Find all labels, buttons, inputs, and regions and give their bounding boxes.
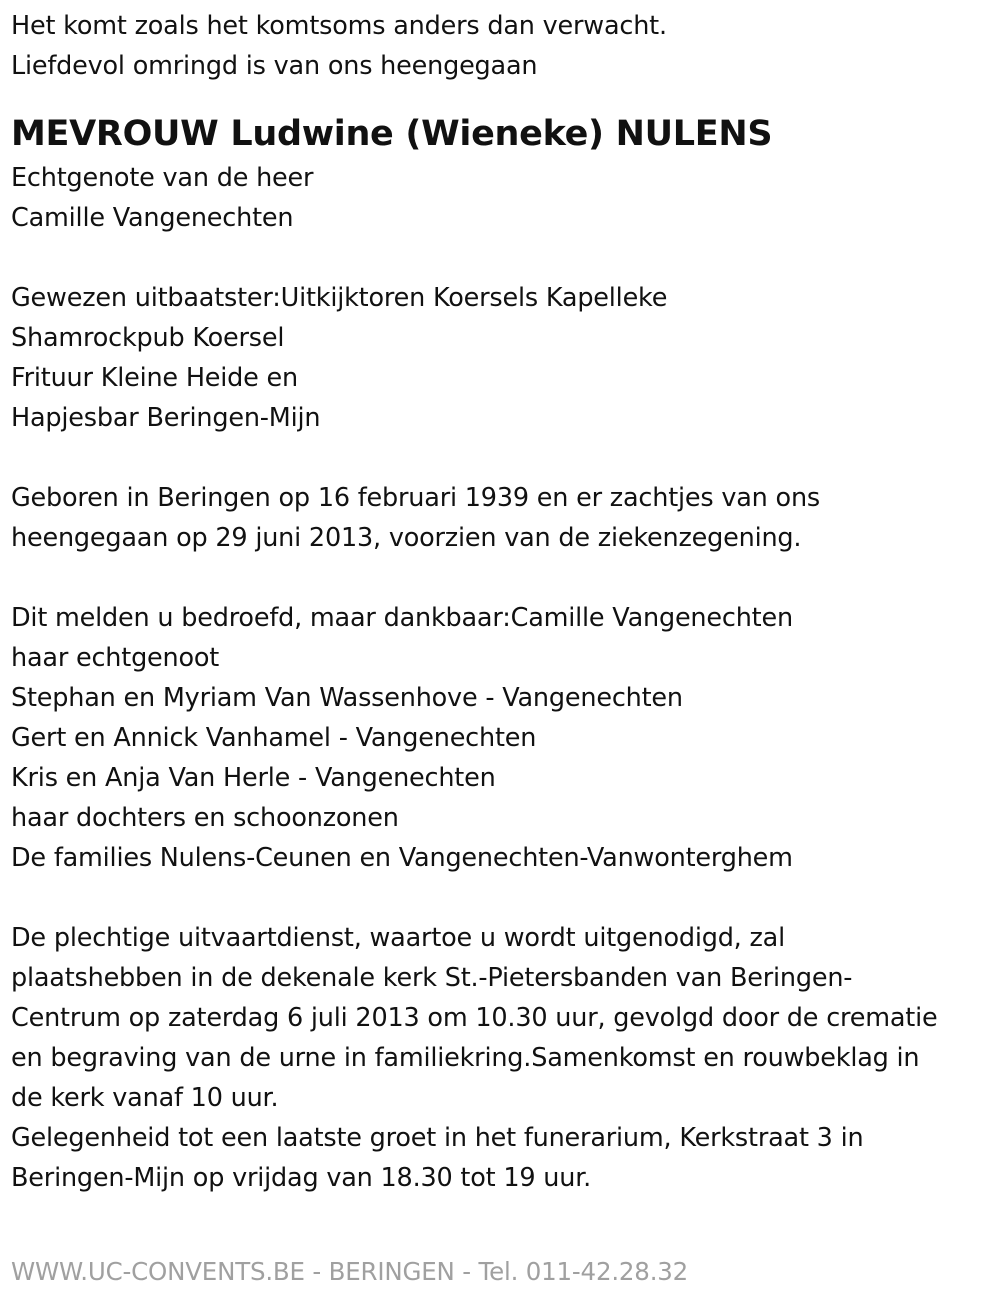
funeral-line-6: Gelegenheid tot een laatste groet in het funerarium, Kerkstraat 3 in <box>11 1123 864 1153</box>
funeral-line-7: Beringen-Mijn op vrijdag van 18.30 tot 19 uur. <box>11 1163 592 1193</box>
deceased-name: MEVROUW Ludwine (Wieneke) NULENS <box>11 114 773 154</box>
announcement-line-2: haar echtgenoot <box>11 643 220 673</box>
birth-death-line-1: Geboren in Beringen op 16 februari 1939 en er zachtjes van ons <box>11 483 820 513</box>
announcement-line-7: De families Nulens-Ceunen en Vangenechten-Vanwonterghem <box>11 843 793 873</box>
announcement-line-4: Gert en Annick Vanhamel - Vangenechten <box>11 723 537 753</box>
funeral-line-2: plaatshebben in de dekenale kerk St.-Pietersbanden van Beringen- <box>11 963 853 993</box>
announcement-line-6: haar dochters en schoonzonen <box>11 803 399 833</box>
announcement-line-1: Dit melden u bedroefd, maar dankbaar:Camille Vangenechten <box>11 603 793 633</box>
career-line-1: Gewezen uitbaatster:Uitkijktoren Koersels Kapelleke <box>11 283 668 313</box>
announcement-section <box>11 598 991 878</box>
intro-line-2: Liefdevol omringd is van ons heengegaan <box>11 51 538 81</box>
announcement-line-3: Stephan en Myriam Van Wassenhove - Vangenechten <box>11 683 683 713</box>
announcement-line-5: Kris en Anja Van Herle - Vangenechten <box>11 763 496 793</box>
intro-text <box>11 6 991 86</box>
funeral-line-1: De plechtige uitvaartdienst, waartoe u wordt uitgenodigd, zal <box>11 923 785 953</box>
funeral-line-4: en begraving van de urne in familiekring.Samenkomst en rouwbeklag in <box>11 1043 920 1073</box>
intro-line-1: Het komt zoals het komtsoms anders dan verwacht. <box>11 11 667 41</box>
funeral-section <box>11 918 991 1198</box>
footer-contact: WWW.UC-CONVENTS.BE - BERINGEN - Tel. 011-42.28.32 <box>11 1257 689 1286</box>
career-line-3: Frituur Kleine Heide en <box>11 363 299 393</box>
spacer <box>11 558 991 598</box>
career-line-4: Hapjesbar Beringen-Mijn <box>11 403 321 433</box>
spouse-line-1: Echtgenote van de heer <box>11 163 314 193</box>
spouse-section <box>11 158 991 238</box>
obituary-notice <box>11 6 991 1198</box>
spacer <box>11 238 991 278</box>
career-line-2: Shamrockpub Koersel <box>11 323 285 353</box>
funeral-line-5: de kerk vanaf 10 uur. <box>11 1083 279 1113</box>
career-section <box>11 278 991 438</box>
birth-death-section <box>11 478 991 558</box>
funeral-line-3: Centrum op zaterdag 6 juli 2013 om 10.30 uur, gevolgd door de crematie <box>11 1003 938 1033</box>
spouse-line-2: Camille Vangenechten <box>11 203 294 233</box>
birth-death-line-2: heengegaan op 29 juni 2013, voorzien van de ziekenzegening. <box>11 523 802 553</box>
spacer <box>11 438 991 478</box>
spacer <box>11 878 991 918</box>
